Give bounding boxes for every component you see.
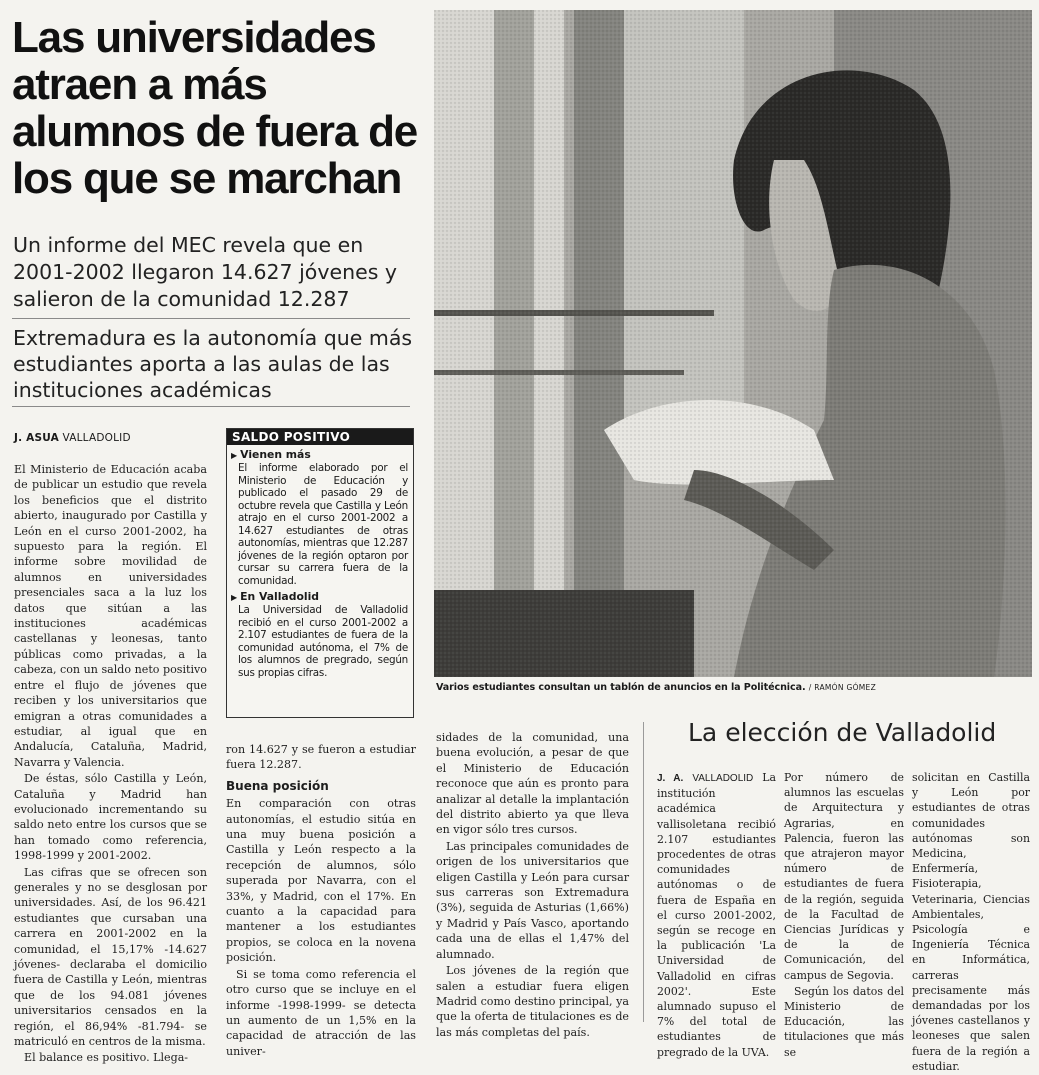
box-column-3 — [912, 770, 1030, 1075]
paragraph: De éstas, sólo Castilla y León, Cataluña y Madrid han evolucionado incrementando su saldo neto entre los cursos que se han tomado como referencia, 1998-1999 y 2001-2002. — [14, 772, 207, 863]
photo-caption — [436, 682, 1036, 693]
column-divider — [643, 722, 644, 1022]
paragraph: Según los datos del Ministerio de Educación, las titulaciones que más se — [784, 984, 904, 1059]
paragraph — [657, 770, 776, 1060]
byline-place: VALLADOLID — [62, 432, 131, 444]
paragraph: Las cifras que se ofrecen son generales y no se desglosan por universidades. Así, de los 96.421 estudiantes que cursaban una carrera en 2001-2002 en la comunidad, el 15,17% -14.627 jóvenes- declaraba el domicilio fuera de Castilla y León, mientras que de los 94.081 jóvenes universitarios censados en la región, el 86,94% -81.794- se matriculó en centros de la misma. — [14, 865, 207, 1049]
headline-line: atraen a más — [12, 60, 267, 109]
box-paragraph-text: La institución académica vallisoletana recibió 2.107 estudiantes procedentes de otras comunidades autónomas o de fuera de España en el curso 2001-2002, según se recoge en la publicación 'La Universidad de Valladolid en cifras 2002'. Este alumnado supuso el 7% del total de estudiantes de pregrado de la UVA. — [657, 771, 777, 1059]
divider — [12, 406, 410, 407]
article-column-3 — [436, 730, 629, 1041]
headline-line: alumnos de fuera de — [12, 107, 418, 156]
paragraph: El balance es positivo. Llega- — [24, 1051, 189, 1065]
box-byline-place: VALLADOLID — [692, 773, 754, 784]
headline-line: Las universidades — [12, 13, 376, 62]
paragraph: sidades de la comunidad, una buena evolución, a pesar de que el Ministerio de Educación reconoce que aún es pronto para analizar al detalle la implantación del distrito abierto ya que lleva en vigor sólo tres cursos. — [436, 731, 629, 837]
sidebar-section-heading: ▶ En Valladolid — [231, 590, 413, 604]
box-column-1 — [657, 770, 776, 1061]
paragraph: Las principales comunidades de origen de los universitarios que eligen Castilla y León para cursar sus carreras son Extremadura (3%), seguida de Asturias (1,66%) y Madrid y País Vasco, aportando cada una de ellas el 1,47% del alumnado. — [436, 839, 629, 961]
photo-illustration — [434, 10, 1032, 677]
paragraph: solicitan en Castilla y León por estudiantes de otras comunidades autónomas son Medicina, Enfermería, Fisioterapia, Veterinaria, Ciencias Ambientales, Psicología e Ingeniería Técnica en Informática, carreras precisamente más demandadas por los jóvenes castellanos y leoneses que salen fuera de la región a estudiar. — [912, 771, 1030, 1073]
subheadline-primary: Un informe del MEC revela que en 2001-2002 llegaron 14.627 jóvenes y salieron de la comunidad 12.287 — [13, 233, 398, 311]
article-column-2 — [226, 742, 416, 1060]
photo-credit: / RAMÓN GÓMEZ — [808, 683, 877, 692]
sidebar-section-text: El informe elaborado por el Ministerio de Educación y publicado el pasado 29 de octubre revela que Castilla y León atrajo en el curso 2001-2002 a 14.627 estudiantes de otras autonomías, mientras que 12.287 jóvenes de la región optaron por cursar su carrera fuera de la comunidad. — [238, 462, 408, 587]
sidebar-section-heading: ▶ Vienen más — [231, 448, 413, 462]
sidebar-title: SALDO POSITIVO — [227, 429, 413, 445]
divider — [12, 318, 410, 319]
article-column-1 — [14, 462, 207, 1067]
paragraph: Por número de alumnos las escuelas de Arquitectura y Agrarias, en Palencia, fueron las que atrajeron mayor número de estudiantes de fuera de la región, seguida de la Facultad de Ciencias Jurídicas y de la de Comunicación, del campus de Segovia. — [784, 771, 904, 982]
section-heading: Buena posición — [226, 778, 329, 793]
paragraph: En comparación con otras autonomías, el estudio sitúa en una muy buena posición a Castilla y León respecto a la recepción de alumnos, sólo superada por Navarra, con el 33%, y Madrid, con el 17%. En cuanto a la capacidad para mantener a los estudiantes propios, se coloca en la novena posición. — [226, 797, 416, 965]
box-title: La elección de Valladolid — [688, 718, 997, 747]
paragraph: Los jóvenes de la región que salen a estudiar fuera eligen Madrid como destino principal, ya que la oferta de titulaciones es de las más completas del país. — [436, 964, 629, 1039]
sidebar-box — [226, 428, 414, 718]
byline-author: J. ASUA — [14, 432, 59, 444]
subheadline-secondary: Extremadura es la autonomía que más estudiantes aporta a las aulas de las instituciones académicas — [13, 326, 413, 402]
box-byline-author: J. A. — [657, 773, 684, 784]
paragraph: Si se toma como referencia el otro curso que se incluye en el informe -1998-1999- se detecta un aumento de un 1,5% en la capacidad de atracción de las univer- — [226, 967, 416, 1058]
paragraph: ron 14.627 y se fueron a estudiar fuera 12.287. — [226, 743, 416, 772]
sidebar-section-text: La Universidad de Valladolid recibió en el curso 2001-2002 a 2.107 estudiantes de fuera de la comunidad autónoma, el 7% de los alumnos de pregrado, según sus propias cifras. — [238, 604, 408, 679]
box-column-2 — [784, 770, 904, 1061]
caption-text: Varios estudiantes consultan un tablón de anuncios en la Politécnica. — [436, 682, 806, 693]
paragraph: El Ministerio de Educación acaba de publicar un estudio que revela los beneficios que el distrito abierto, inaugurado por Castilla y León en el curso 2001-2002, ha supuesto para la región. El informe sobre movilidad de alumnos en universidades presenciales saca a la luz los datos que sitúan a las instituciones académicas castellanas y leonesas, tanto públicas como privadas, a la cabeza, con un saldo neto positivo entre el flujo de jóvenes que reciben y los universitarios que emigran a otras comunidades a estudiar, al igual que en Andalucía, Cataluña, Madrid, Navarra y Valencia. — [14, 463, 207, 769]
byline — [14, 432, 131, 444]
headline-line: los que se marchan — [12, 154, 402, 203]
news-photo — [434, 10, 1032, 677]
headline — [12, 13, 418, 203]
